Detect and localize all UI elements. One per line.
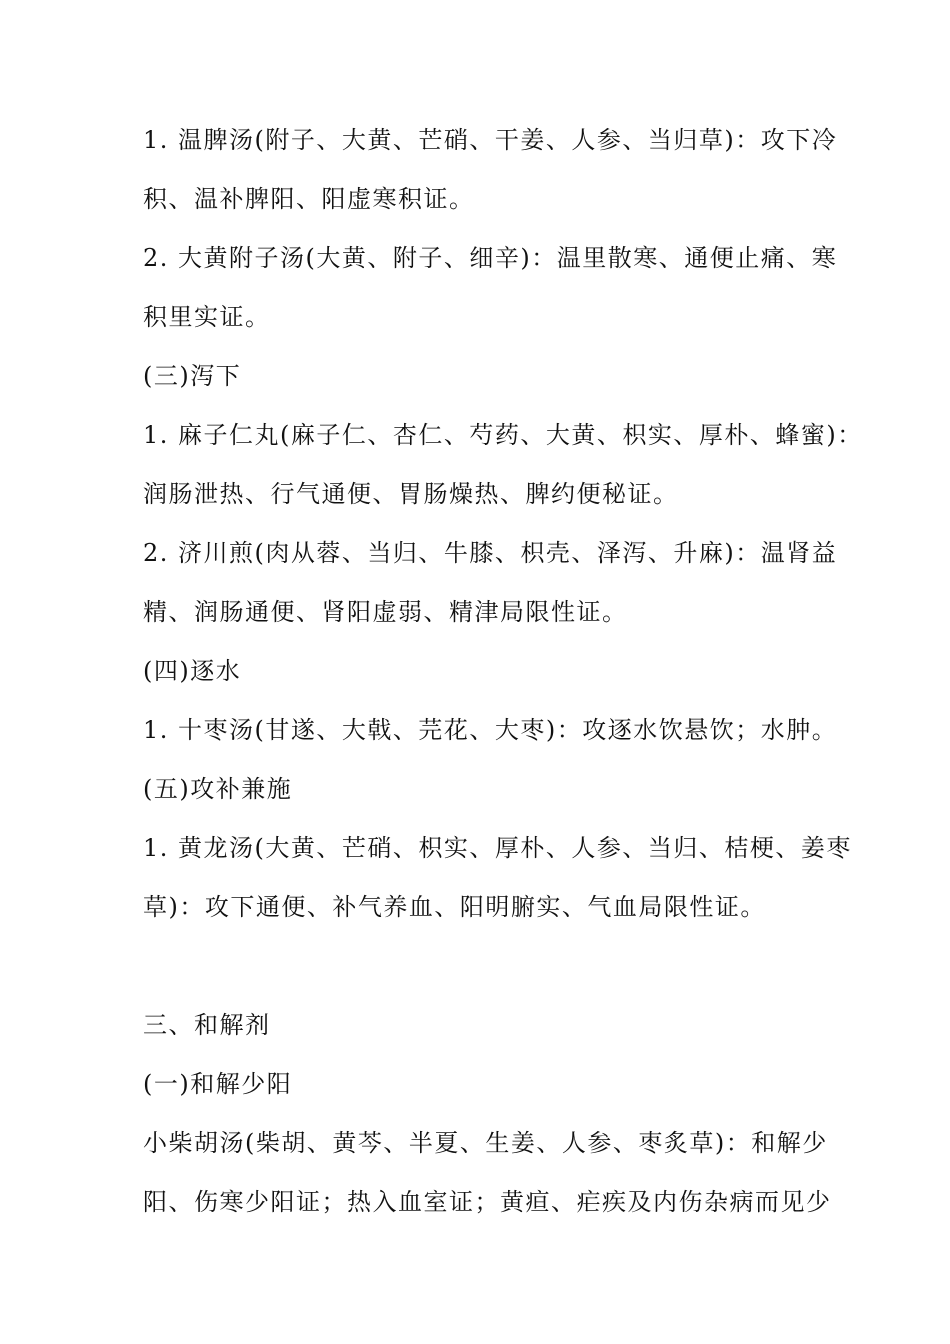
text-line: 1. 麻子仁丸(麻子仁、杏仁、芍药、大黄、枳实、厚朴、蜂蜜)： [143,421,863,449]
text-line: 润肠泄热、行气通便、胃肠燥热、脾约便秘证。 [143,480,679,508]
section-heading: (一)和解少阳 [143,1070,293,1098]
section-heading: (三)泻下 [143,362,242,390]
section-heading: (四)逐水 [143,657,242,685]
text-line: 1. 温脾汤(附子、大黄、芒硝、干姜、人参、当归草)：攻下冷 [143,126,838,154]
text-line: 2. 济川煎(肉从蓉、当归、牛膝、枳壳、泽泻、升麻)：温肾益 [143,539,838,567]
text-line: 1. 十枣汤(甘遂、大戟、芫花、大枣)：攻逐水饮悬饮；水肿。 [143,716,838,744]
text-line: 精、润肠通便、肾阳虚弱、精津局限性证。 [143,598,628,626]
text-line: 2. 大黄附子汤(大黄、附子、细辛)：温里散寒、通便止痛、寒 [143,244,838,272]
text-line: 1. 黄龙汤(大黄、芒硝、枳实、厚朴、人参、当归、桔梗、姜枣 [143,834,852,862]
text-line: 阳、伤寒少阳证；热入血室证；黄疸、疟疾及内伤杂病而见少 [143,1188,832,1216]
text-line: 积、温补脾阳、阳虚寒积证。 [143,185,475,213]
chapter-heading: 三、和解剂 [143,1011,271,1039]
section-heading: (五)攻补兼施 [143,775,293,803]
text-line: 积里实证。 [143,303,271,331]
text-line: 小柴胡汤(柴胡、黄芩、半夏、生姜、人参、枣炙草)：和解少 [143,1129,828,1157]
text-line: 草)：攻下通便、补气养血、阳明腑实、气血局限性证。 [143,893,766,921]
